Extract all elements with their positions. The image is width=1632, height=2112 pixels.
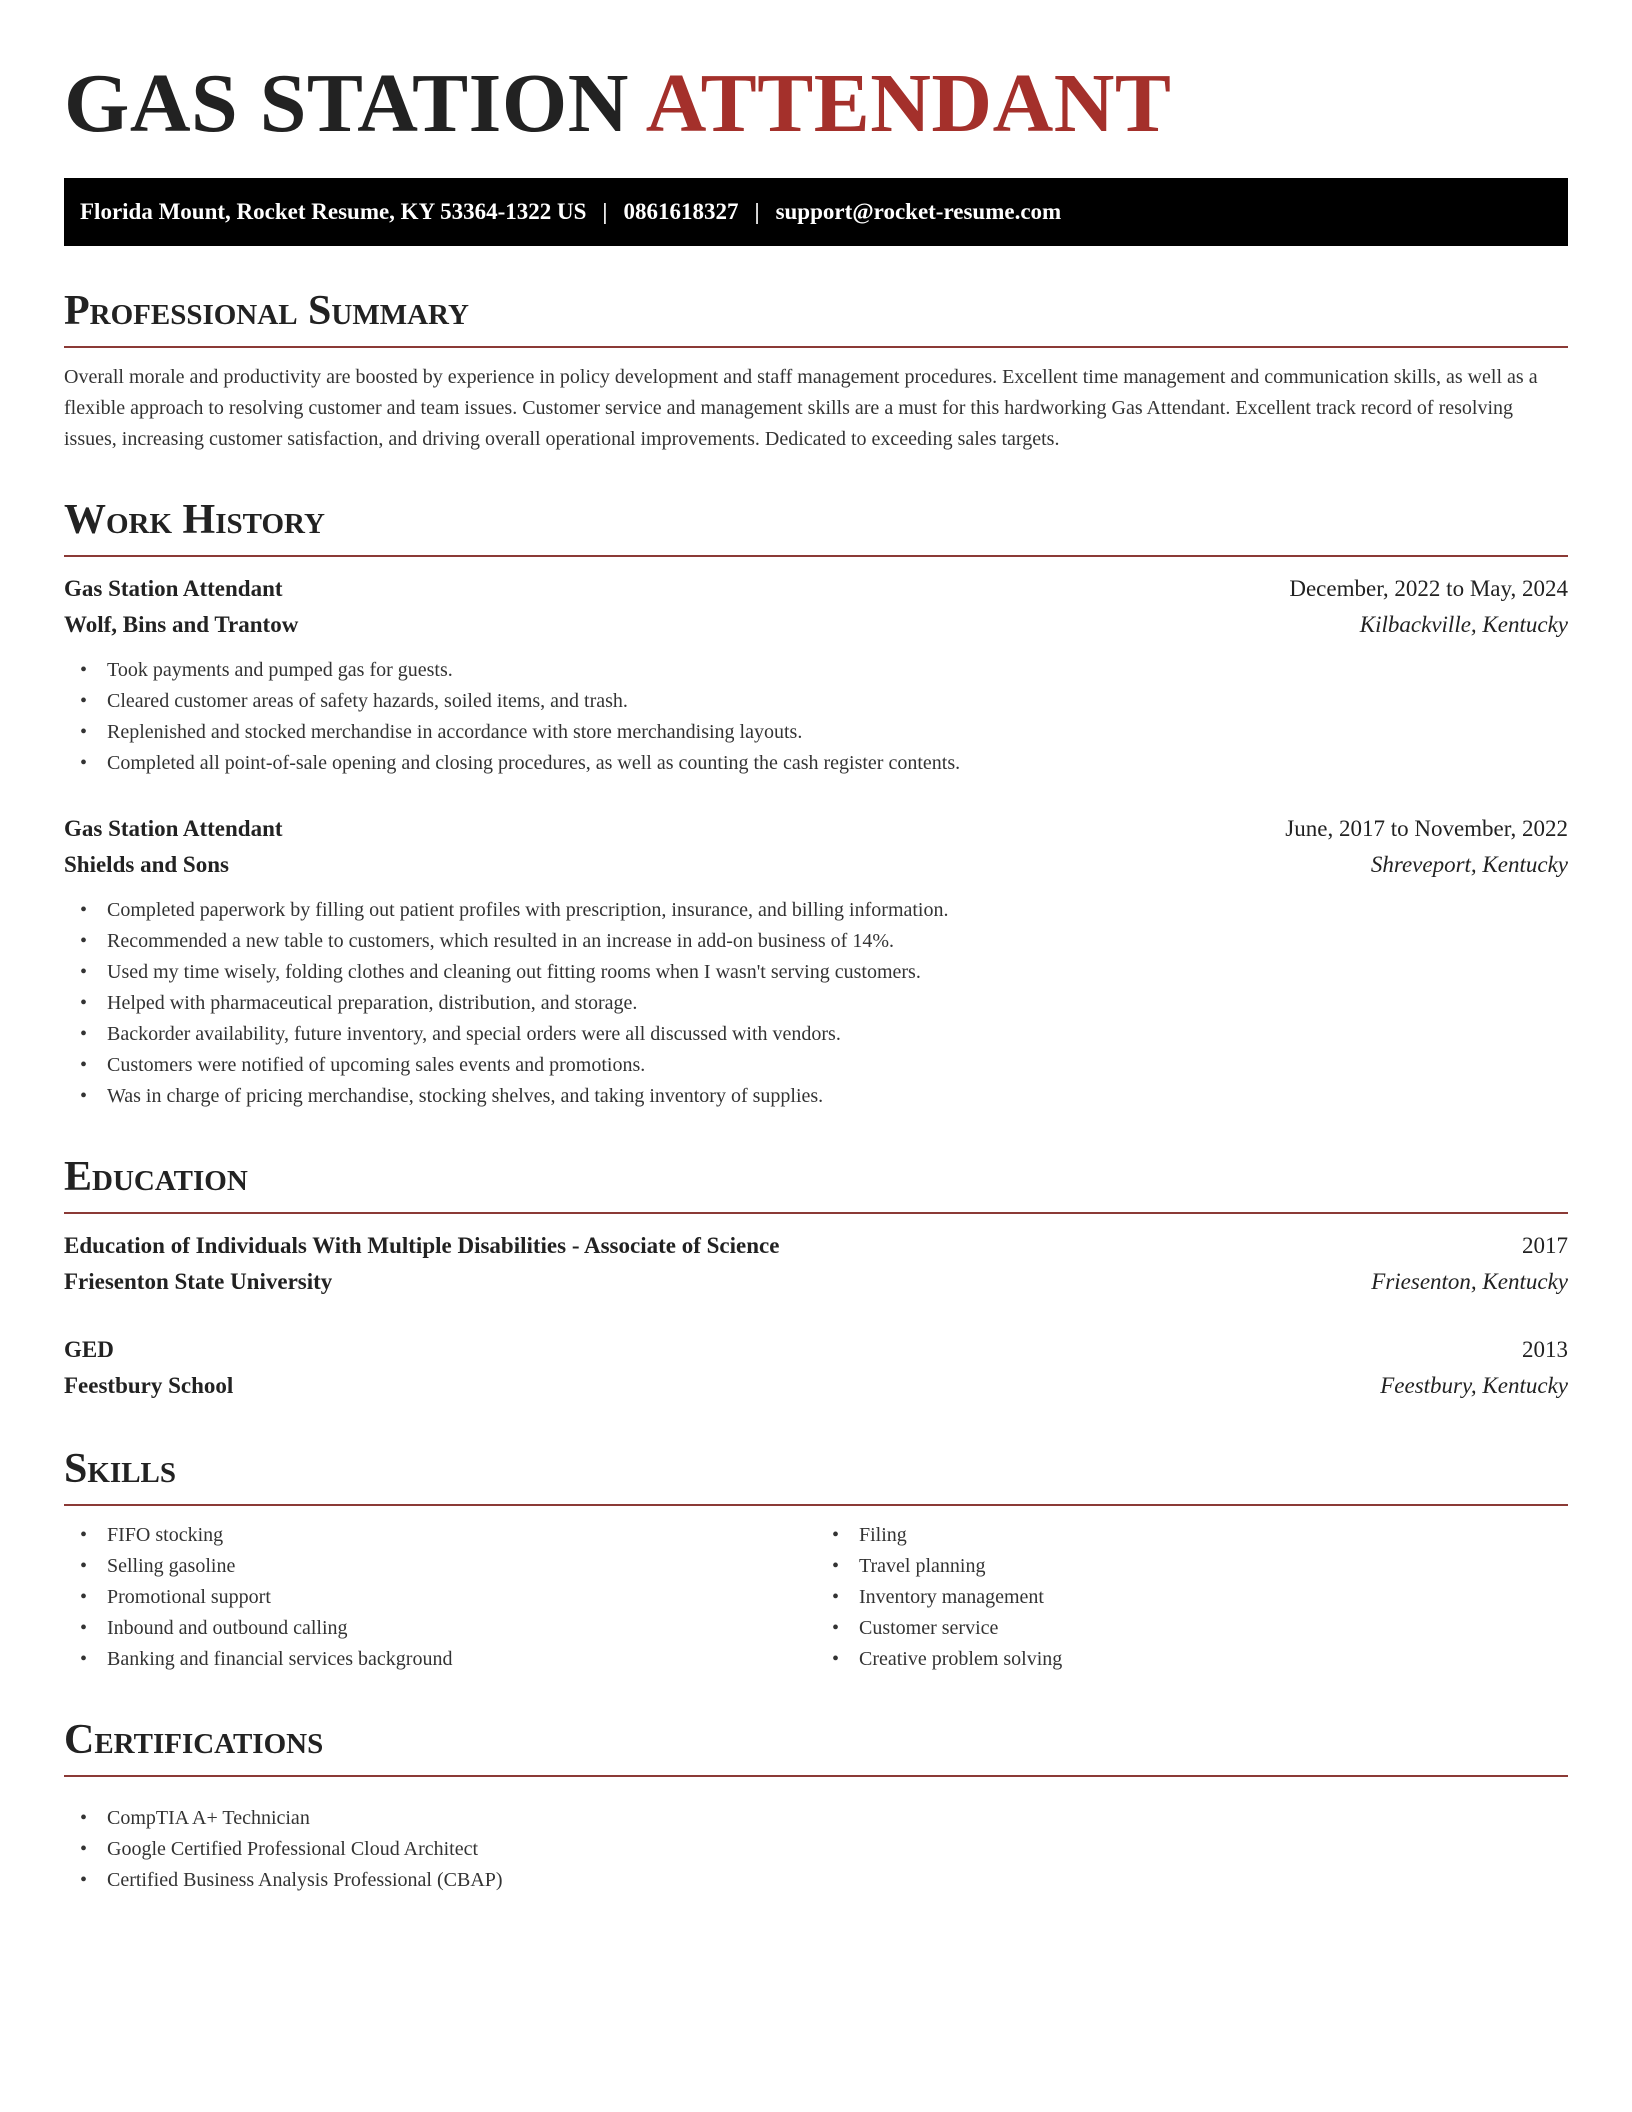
title-second-part: ATTENDANT (645, 57, 1172, 150)
list-item: • Customer service (816, 1613, 1568, 1644)
section-heading: Certifications (64, 1715, 1568, 1777)
education-section (64, 1152, 1568, 1404)
list-item: • Promotional support (64, 1582, 816, 1613)
school-name: Feestbury School (64, 1373, 234, 1398)
job-location: Kilbackville, Kentucky (1359, 612, 1568, 637)
list-item: • Helped with pharmaceutical preparation, distribution, and storage. (64, 988, 1568, 1019)
degree-name: Education of Individuals With Multiple Disabilities - Associate of Science (64, 1233, 780, 1258)
school-location: Friesenton, Kentucky (1371, 1269, 1568, 1294)
skills-section (64, 1444, 1568, 1675)
list-item: • Completed paperwork by filling out patient profiles with prescription, insurance, and billing information. (64, 895, 1568, 926)
graduation-year: 2017 (1522, 1233, 1568, 1258)
job-dates: December, 2022 to May, 2024 (1289, 576, 1568, 601)
list-item: • Cleared customer areas of safety hazards, soiled items, and trash. (64, 686, 1568, 717)
school-name: Friesenton State University (64, 1269, 333, 1294)
list-item: • Filing (816, 1520, 1568, 1551)
job-title: Gas Station Attendant (64, 816, 283, 841)
list-item: • Google Certified Professional Cloud Architect (64, 1834, 1568, 1865)
job-entry (64, 571, 1568, 779)
title-first-part: GAS STATION (64, 57, 629, 150)
education-entry (64, 1332, 1568, 1404)
list-item: • Used my time wisely, folding clothes and cleaning out fitting rooms when I wasn't serving customers. (64, 957, 1568, 988)
list-item: • Creative problem solving (816, 1644, 1568, 1675)
resume-title (64, 0, 1568, 152)
list-item: • Replenished and stocked merchandise in accordance with store merchandising layouts. (64, 717, 1568, 748)
job-location: Shreveport, Kentucky (1370, 852, 1568, 877)
education-entry (64, 1228, 1568, 1300)
contact-address: Florida Mount, Rocket Resume, KY 53364-1322 US (80, 199, 587, 224)
list-item: • Backorder availability, future inventory, and special orders were all discussed with vendors. (64, 1019, 1568, 1050)
list-item: • Took payments and pumped gas for guests. (64, 655, 1568, 686)
contact-email: support@rocket-resume.com (775, 199, 1062, 224)
list-item: • Banking and financial services background (64, 1644, 816, 1675)
job-title: Gas Station Attendant (64, 576, 283, 601)
list-item: • Certified Business Analysis Professional (CBAP) (64, 1865, 1568, 1896)
list-item: • Travel planning (816, 1551, 1568, 1582)
job-duties (64, 895, 1568, 1112)
list-item: • Inventory management (816, 1582, 1568, 1613)
job-duties (64, 655, 1568, 779)
list-item: • FIFO stocking (64, 1520, 816, 1551)
list-item: • Recommended a new table to customers, which resulted in an increase in add-on business of 14%. (64, 926, 1568, 957)
list-item: • Customers were notified of upcoming sales events and promotions. (64, 1050, 1568, 1081)
section-heading: Professional Summary (64, 286, 1568, 348)
certifications-section (64, 1715, 1568, 1896)
school-location: Feestbury, Kentucky (1380, 1373, 1568, 1398)
list-item: • Completed all point-of-sale opening and closing procedures, as well as counting the cash register contents. (64, 748, 1568, 779)
job-company: Wolf, Bins and Trantow (64, 612, 299, 637)
certifications-list (64, 1803, 1568, 1896)
contact-separator: | (602, 199, 608, 224)
list-item: • Was in charge of pricing merchandise, stocking shelves, and taking inventory of supplies. (64, 1081, 1568, 1112)
job-dates: June, 2017 to November, 2022 (1285, 816, 1568, 841)
summary-text: Overall morale and productivity are boosted by experience in policy development and staff management procedures. Excellent time management and communication skills, as well as a flexible approach to resolving customer and team issues. Customer service and management skills are a must for this hardworking Gas Attendant. Excellent track record of resolving issues, increasing customer satisfaction, and driving overall operational improvements. Dedicated to exceeding sales targets. (64, 366, 1538, 450)
degree-name: GED (64, 1337, 114, 1362)
contact-separator: | (754, 199, 760, 224)
summary-section (64, 286, 1568, 455)
job-company: Shields and Sons (64, 852, 229, 877)
section-heading: Skills (64, 1444, 1568, 1506)
graduation-year: 2013 (1522, 1337, 1568, 1362)
skills-list-right (816, 1520, 1568, 1675)
section-heading: Work History (64, 495, 1568, 557)
contact-phone: 0861618327 (623, 199, 739, 224)
list-item: • Selling gasoline (64, 1551, 816, 1582)
list-item: • Inbound and outbound calling (64, 1613, 816, 1644)
section-heading: Education (64, 1152, 1568, 1214)
work-history-section (64, 495, 1568, 1112)
skills-list-left (64, 1520, 816, 1675)
list-item: • CompTIA A+ Technician (64, 1803, 1568, 1834)
job-entry (64, 811, 1568, 1112)
contact-bar (64, 178, 1568, 246)
